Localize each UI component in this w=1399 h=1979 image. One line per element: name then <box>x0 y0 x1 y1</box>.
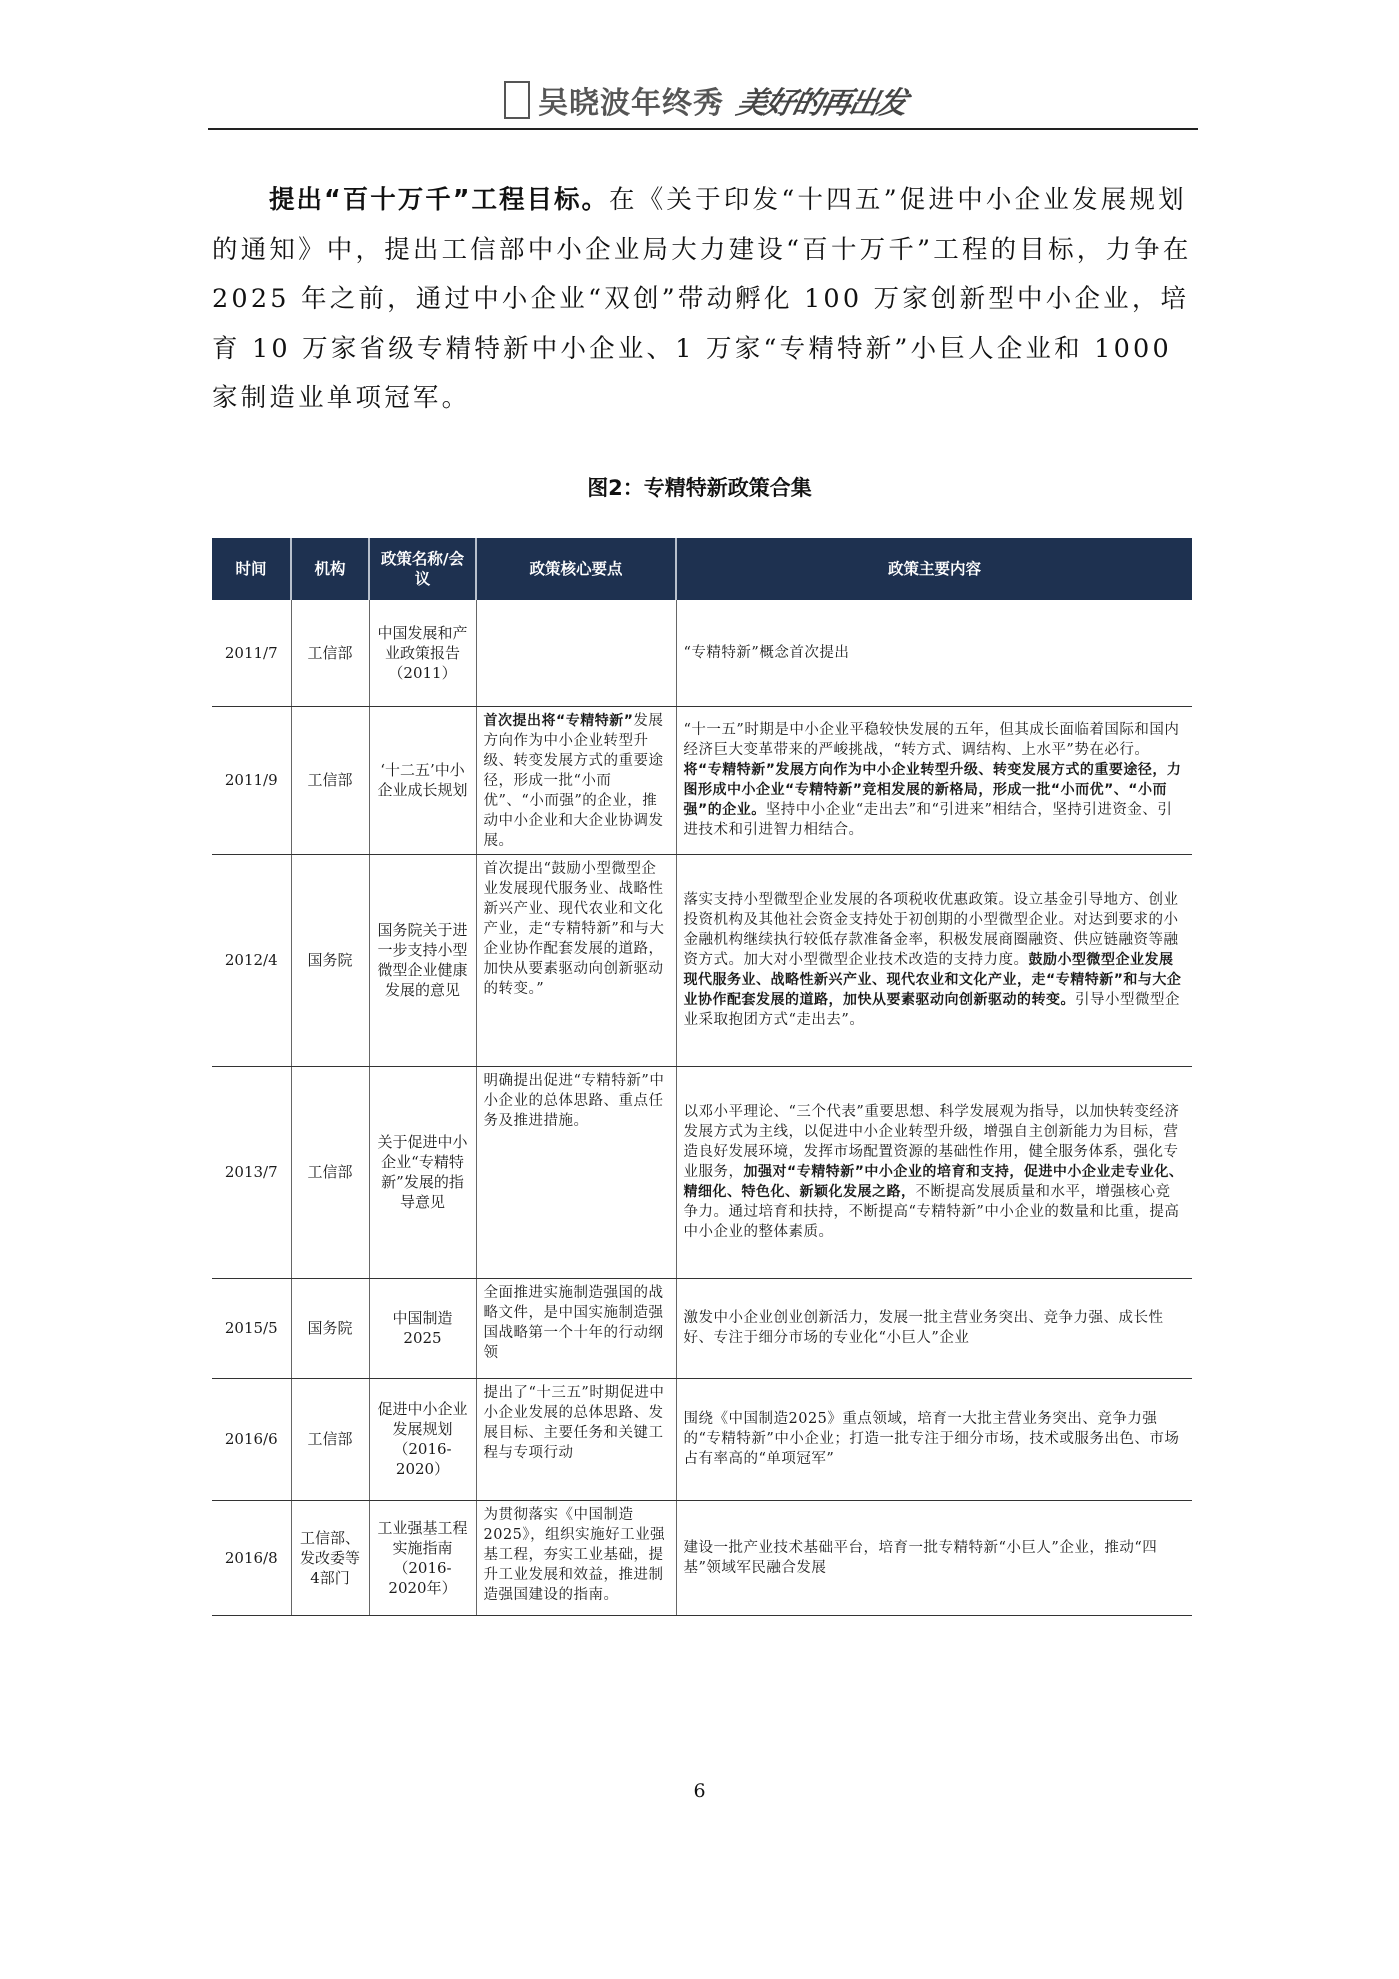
content-text: 坚持中小企业“走出去”和“引进来”相结合，坚持引进资金、引进技术和引进智力相结合。 <box>683 802 1173 838</box>
cell-key-points <box>476 600 676 706</box>
cell-date: 2012/4 <box>212 854 291 1066</box>
table-row <box>212 1378 1192 1500</box>
table-row <box>212 1278 1192 1378</box>
paragraph-body: 在《关于印发“十四五”促进中小企业发展规划的通知》中，提出工信部中小企业局大力建设“百十万千”工程的目标，力争在 2025 年之前，通过中小企业“双创”带动孵化 100 万家创新型中小企业，培育 10 万家省级专精特新中小企业、1 万家“专精特新”小巨人企业和 1000 家制造业单项冠军。 <box>212 185 1192 413</box>
cell-org: 工信部 <box>291 1378 369 1500</box>
content-text: 不断提高发展质量和水平，增强核心竞争力。通过培育和扶持，不断提高“专精特新”中小企业的数量和比重，提高中小企业的整体素质。 <box>683 1184 1180 1240</box>
table-row <box>212 1500 1192 1615</box>
table-row <box>212 600 1192 706</box>
content-text: 围绕《中国制造2025》重点领域，培育一大批主营业务突出、竞争力强的“专精特新”中小企业；打造一批专注于细分市场，技术或服务出色、市场占有率高的“单项冠军” <box>683 1411 1180 1467</box>
cell-main-content <box>676 1278 1192 1378</box>
cell-date: 2011/7 <box>212 600 291 706</box>
cell-key-points <box>476 1066 676 1278</box>
cell-org: 国务院 <box>291 1278 369 1378</box>
cell-date: 2013/7 <box>212 1066 291 1278</box>
key-point-text: 全面推进实施制造强国的战略文件，是中国实施制造强国战略第一个十年的行动纲领 <box>483 1284 664 1361</box>
intro-paragraph <box>212 176 1197 424</box>
table-header-row <box>212 538 1192 600</box>
content-text: 引导小型微型企业采取抱团方式“走出去”。 <box>683 992 1180 1028</box>
cell-key-points <box>476 1378 676 1500</box>
header-title: 吴晓波年终秀 <box>538 86 724 121</box>
content-text: 鼓励小型微型企业发展现代服务业、战略性新兴产业、现代农业和文化产业，走“专精特新”和与大企业协作配套发展的道路，加快从要素驱动向创新驱动的转变。 <box>683 952 1182 1008</box>
cell-key-points <box>476 1500 676 1615</box>
key-point-text: 首次提出将“专精特新” <box>483 712 634 729</box>
header-policy-name: 政策名称/会议 <box>369 538 476 600</box>
cell-org: 工信部 <box>291 706 369 854</box>
cell-org: 工信部 <box>291 600 369 706</box>
cell-main-content <box>676 1500 1192 1615</box>
content-text: 以邓小平理论、“三个代表”重要思想、科学发展观为指导，以加快转变经济发展方式为主线，以促进中小企业转型升级，增强自主创新能力为目标，营造良好发展环境，发挥市场配置资源的基础性作用，健全服务体系，强化专业服务， <box>683 1104 1180 1180</box>
cell-policy-name: 促进中小企业发展规划（2016-2020） <box>369 1378 476 1500</box>
content-text: “十一五”时期是中小企业平稳较快发展的五年，但其成长面临着国际和国内经济巨大变革带来的严峻挑战，“转方式、调结构、上水平”势在必行。 <box>683 722 1180 758</box>
header-key-points: 政策核心要点 <box>476 538 676 600</box>
key-point-text: 为贯彻落实《中国制造2025》，组织实施好工业强基工程，夯实工业基础，提升工业发展和效益，推进制造强国建设的指南。 <box>483 1506 666 1603</box>
cell-org: 工信部、发改委等4部门 <box>291 1500 369 1615</box>
cell-policy-name: 工业强基工程实施指南（2016-2020年） <box>369 1500 476 1615</box>
content-text: 将“专精特新”发展方向作为中小企业转型升级、转变发展方式的重要途径，力图形成中小企业“专精特新”竞相发展的新格局，形成一批“小而优”、“小而强”的企业。 <box>683 762 1182 818</box>
cell-policy-name: ‘十二五’中小企业成长规划 <box>369 706 476 854</box>
cell-org: 国务院 <box>291 854 369 1066</box>
page-number: 6 <box>693 1780 706 1802</box>
cell-key-points <box>476 706 676 854</box>
cell-date: 2011/9 <box>212 706 291 854</box>
cell-policy-name: 中国制造2025 <box>369 1278 476 1378</box>
figure-title: 图2：专精特新政策合集 <box>587 476 812 500</box>
table-row <box>212 854 1192 1066</box>
header-org: 机构 <box>291 538 369 600</box>
header-main-content: 政策主要内容 <box>676 538 1192 600</box>
page-header <box>208 70 1198 130</box>
cell-date: 2016/8 <box>212 1500 291 1615</box>
key-point-text: 首次提出“鼓励小型微型企业发展现代服务业、战略性新兴产业、现代农业和文化产业，走“专精特新”和与大企业协作配套发展的道路，加快从要素驱动向创新驱动的转变。” <box>483 860 665 997</box>
content-text: “专精特新”概念首次提出 <box>683 644 850 661</box>
content-text: 建设一批产业技术基础平台，培育一批专精特新“小巨人”企业，推动“四基”领域军民融合发展 <box>683 1539 1158 1576</box>
cell-main-content <box>676 1378 1192 1500</box>
content-text: 落实支持小型微型企业发展的各项税收优惠政策。设立基金引导地方、创业投资机构及其他社会资金支持处于初创期的小型微型企业。对达到要求的小金融机构继续执行较低存款准备金率，积极发展商圈融资、供应链融资等融资方式。加大对小型微型企业技术改造的支持力度。 <box>683 892 1179 968</box>
header-date: 时间 <box>212 538 291 600</box>
cell-date: 2015/5 <box>212 1278 291 1378</box>
table-row <box>212 706 1192 854</box>
cell-main-content <box>676 706 1192 854</box>
logo-icon <box>504 81 530 119</box>
cell-org: 工信部 <box>291 1066 369 1278</box>
cell-main-content <box>676 854 1192 1066</box>
paragraph-lead: 提出“百十万千”工程目标。 <box>269 185 610 215</box>
content-text: 加强对“专精特新”中小企业的培育和支持，促进中小企业走专业化、精细化、特色化、新颖化发展之路， <box>683 1164 1184 1200</box>
header-brand-logo: 美好的再出发 <box>733 86 909 121</box>
content-text: 激发中小企业创业创新活力，发展一批主营业务突出、竞争力强、成长性好、专注于细分市场的专业化“小巨人”企业 <box>683 1310 1164 1346</box>
key-point-text: 提出了“十三五”时期促进中小企业发展的总体思路、发展目标、主要任务和关键工程与专项行动 <box>483 1384 665 1461</box>
cell-main-content <box>676 1066 1192 1278</box>
cell-policy-name: 中国发展和产业政策报告（2011） <box>369 600 476 706</box>
header-brand-group <box>504 78 909 122</box>
table-row <box>212 1066 1192 1278</box>
cell-policy-name: 国务院关于进一步支持小型微型企业健康发展的意见 <box>369 854 476 1066</box>
key-point-text: 发展方向作为中小企业转型升级、转变发展方式的重要途径，形成一批“小而优”、“小而强”的企业，推动中小企业和大企业协调发展。 <box>483 712 664 849</box>
cell-main-content <box>676 600 1192 706</box>
cell-policy-name: 关于促进中小企业“专精特新”发展的指导意见 <box>369 1066 476 1278</box>
cell-key-points <box>476 854 676 1066</box>
cell-key-points <box>476 1278 676 1378</box>
cell-date: 2016/6 <box>212 1378 291 1500</box>
policy-table <box>212 538 1192 1616</box>
key-point-text: 明确提出促进“专精特新”中小企业的总体思路、重点任务及推进措施。 <box>483 1072 665 1129</box>
